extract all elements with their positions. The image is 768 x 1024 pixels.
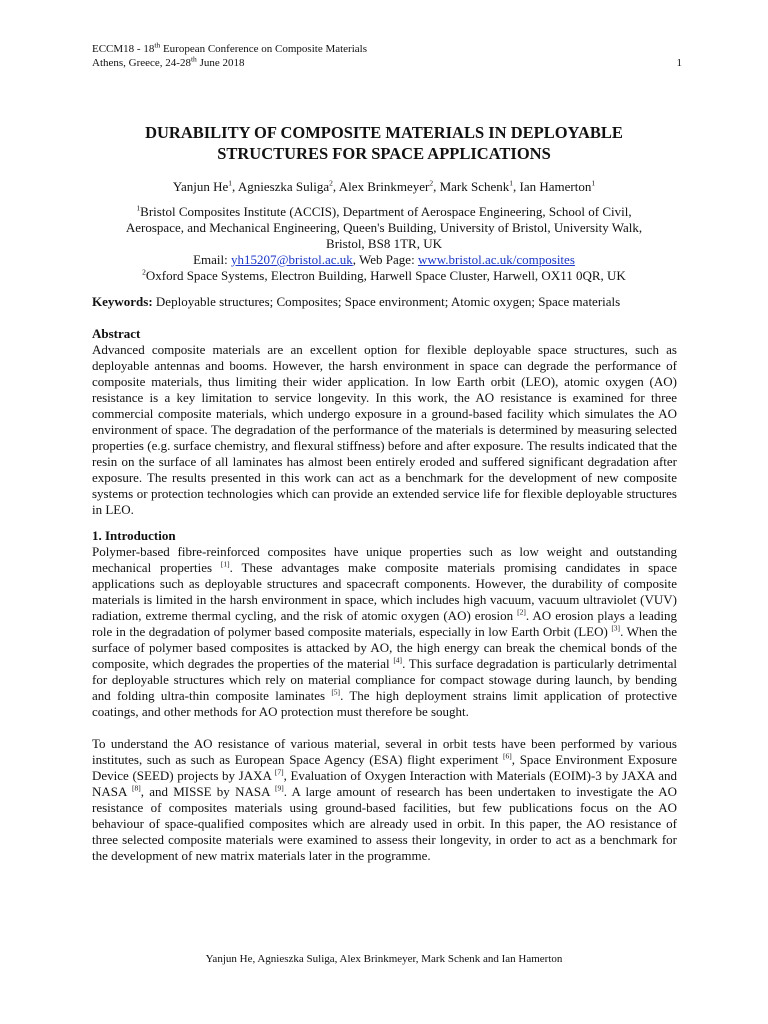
intro-paragraph-2: To understand the AO resistance of various material, several in orbit tests have been performed by various institutes, such as such as European Space Agency (ESA) flight experiment [6], Space Environment Exposure Device (SEED) projects by JAXA [7], Evaluation of Oxygen Interaction with Materials (EOIM)-3 by JAXA and NASA [8], and MISSE by NASA [9]. A large amount of research has been undertaken to investigate the AO resistance of composites materials using ground-based facilities, but few publications focus on the AO behaviour of space-qualified composites which are already used in orbit. In this paper, the AO resistance of three selected composite materials were examined to assess their longevity, in order to act as a benchmark for the development of new matrix materials later in the programme. [92,736,678,863]
author: Mark Schenk$^1$, [439,178,520,194]
email-link[interactable]: yh15207@bristol.ac.uk [231,252,353,267]
author: Alex Brinkmeyer$^2$, [338,178,440,194]
web-page-link[interactable]: www.bristol.ac.uk/composites [417,252,575,267]
author-list [92,178,676,195]
author: Ian Hamerton$^1$ [519,178,596,194]
affiliation-2: $^2$Oxford Space Systems, Electron Building, Harwell Space Cluster, Harwell, OX11 0QR, UK [142,267,626,283]
introduction-heading: 1. Introduction [92,528,176,543]
conference-location: Athens, Greece, 24-28th June 2018 [92,54,245,69]
paper-title: DURABILITY OF COMPOSITE MATERIALS IN DEPLOYABLE STRUCTURES FOR SPACE APPLICATIONS [145,123,623,163]
citation: [9] [275,783,284,793]
running-footer: Yanjun He, Agnieszka Suliga, Alex Brinkmeyer, Mark Schenk and Ian Hamerton [205,953,563,965]
citation: [7] [274,767,284,777]
abstract-heading: Abstract [92,326,141,341]
keywords-label: Keywords: [92,294,153,309]
conference-name: ECCM18 - 18th European Conference on Composite Materials [92,40,367,55]
introduction-section [92,528,677,864]
intro-paragraph-1: Polymer-based fibre-reinforced composites have unique properties such as low weight and outstanding mechanical properties [1]. These advantages make composite materials promising candidates in space applications such as deployable structures and spacecraft components. However, the durability of composite materials is limited in the harsh environment in space, which includes high vacuum, vacuum ultraviolet (VUV) radiation, extreme thermal cycling, and the risk of atomic oxygen (AO) erosion [2]. AO erosion plays a leading role in the degradation of polymer based composite materials, especially in low Earth Orbit (LEO) [3]. When the surface of polymer based composites is attacked by AO, the high energy can break the chemical bonds of the composite, which degrades the properties of the material [4]. This surface degradation is particularly detrimental for deployable structures which rely on material compliance for compact stowage during launch, by bending and folding ultra-thin composite laminates [5]. The high deployment strains limit application of protective coatings, and other methods for AO protection must therefore be sought. [92,544,678,719]
abstract-section [92,326,677,518]
author: Agnieszka Suliga$^2$, [237,178,339,194]
contact-line: Email: yh15207@bristol.ac.uk, Web Page: www.bristol.ac.uk/composites [193,252,575,267]
keywords: Keywords: Deployable structures; Composites; Space environment; Atomic oxygen; Space materials [92,294,621,309]
page-number: 1 [676,57,682,69]
citation: [4] [393,655,403,665]
affiliations: $^1$Bristol Composites Institute (ACCIS), Department of Aerospace Engineering, School of Civil, Aerospace, and Mechanical Engineering, Queen's Building, University of Bristol, University Walk, Bristol, BS8 1TR, UK Email: yh15207@bristol.ac.uk, Web Page: www.bristol.ac.uk/composites $^2$Oxford Space Systems, Electron Building, Harwell Space Cluster, Harwell, OX11 0QR, UK [92,204,676,284]
author: Yanjun He$^1$, [172,178,238,194]
affiliation-1: $^1$Bristol Composites Institute (ACCIS), Department of Aerospace Engineering, School of Civil, [136,203,632,219]
citation: [8] [131,783,141,793]
citation: [5] [331,687,341,697]
citation: [3] [611,623,621,633]
citation: [2] [517,607,526,617]
running-header [92,42,682,70]
citation: [1] [220,559,230,569]
abstract-text: Advanced composite materials are an excellent option for flexible deployable space structures, such as deployable antennas and booms. However, the harsh environment in space can degrade the performance of composite materials, thus limiting their wider application. In low Earth orbit (LEO), atomic oxygen (AO) resistance is a key limitation to service longevity. In this work, the AO resistance is examined for three commercial composite materials, which undergo exposure in a ground-based facility which simulates the AO environment of space. The degradation of the performance of the materials is determined by measuring selected properties (e.g. surface chemistry, and flexural stiffness) before and after exposure. The results indicated that the resin on the surface of all laminates has almost been entirely eroded and suffered significant degradation after exposure. The results presented in this work can act as a benchmark for the development of new composite systems or protection technologies which can provide an extended service life for flexible deployable structures in LEO. [92,342,677,517]
citation: [6] [503,751,512,761]
